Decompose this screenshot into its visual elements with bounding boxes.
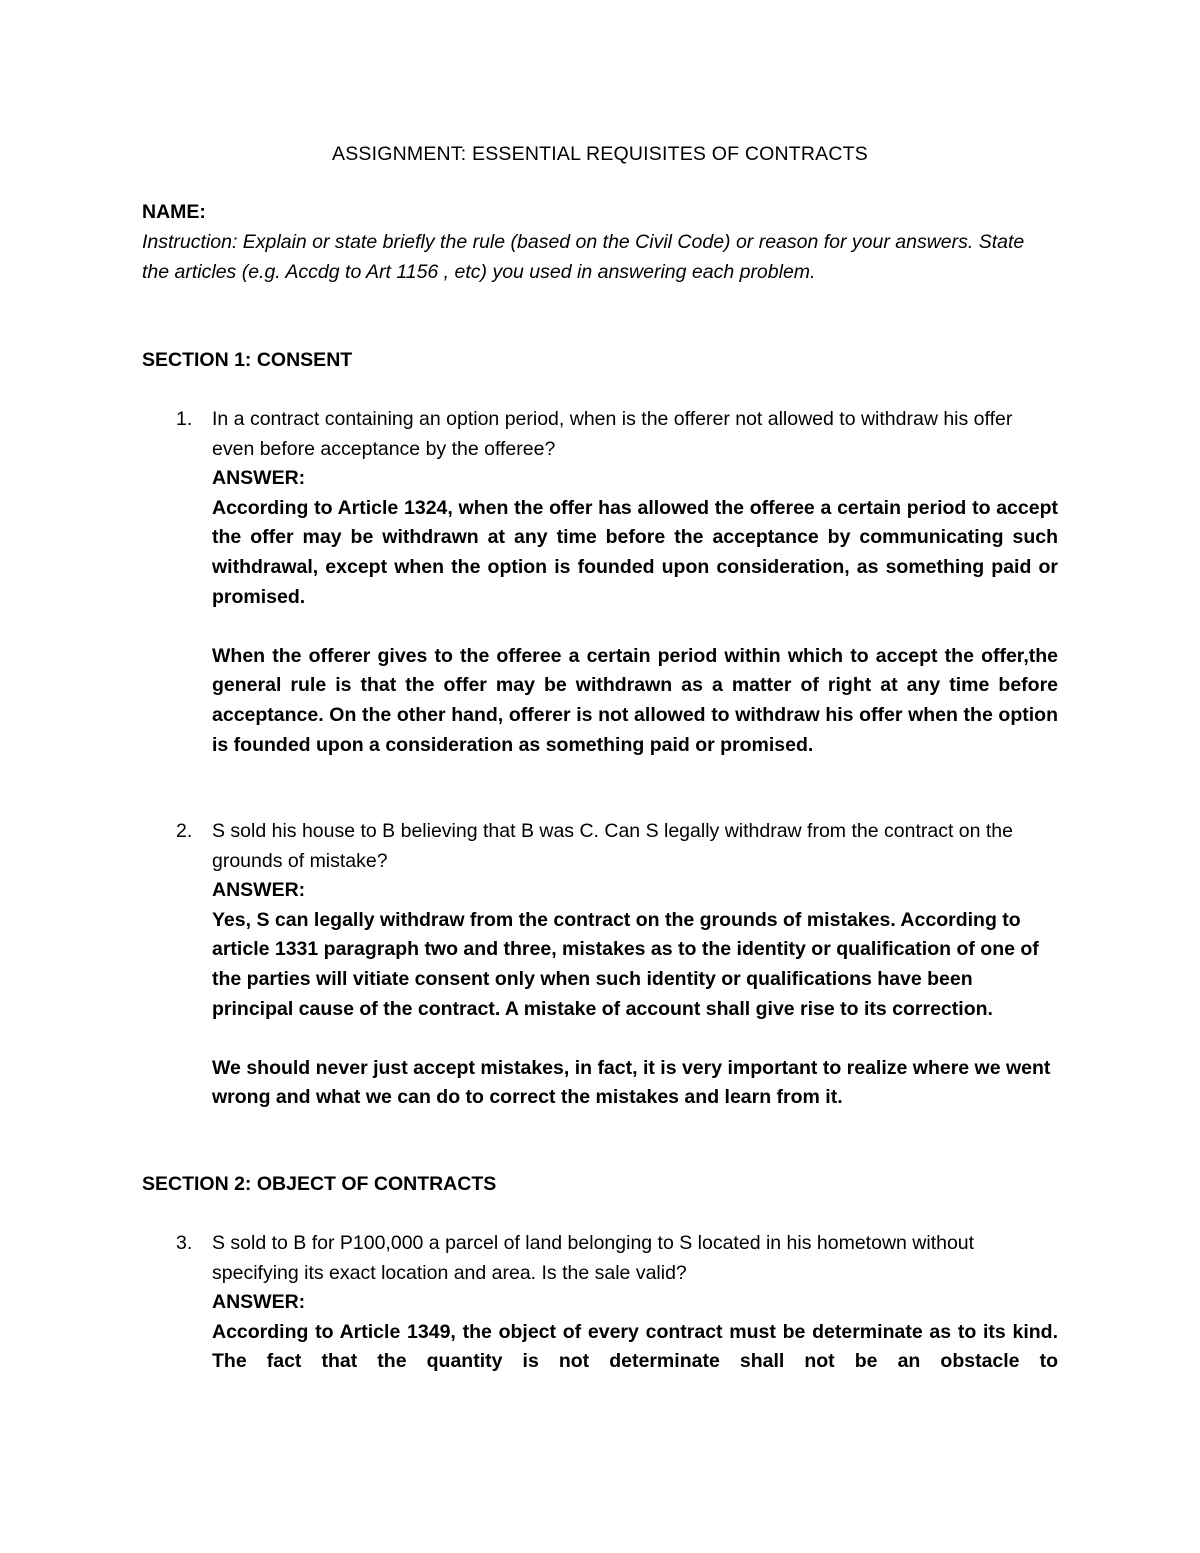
question-body [212,405,1058,760]
answer-paragraph-2: We should never just accept mistakes, in fact, it is very important to realize where we went wrong and what we can do to correct the mistakes and learn from it. [212,1056,1051,1109]
answer-paragraph-2: When the offerer gives to the offeree a certain period within which to accept the offer,the general rule is that the offer may be withdrawn as a matter of right at any time before acceptance. On the other hand, offerer is not allowed to withdraw his offer when the option is founded upon a consideration as something paid or promised. [212,644,1058,756]
question-text: S sold to B for P100,000 a parcel of land belonging to S located in his hometown without specifying its exact location and area. Is the sale valid? [212,1232,975,1284]
question-body [212,1229,1058,1377]
question-number: 3. [176,1232,193,1254]
answer-label: ANSWER: [212,1291,306,1314]
name-label: NAME: [142,201,206,223]
instruction-text [142,228,1042,287]
answer-paragraph-1: Yes, S can legally withdraw from the contract on the grounds of mistakes. According to article 1331 paragraph two and three, mistakes as to the identity or qualification of one of the parties will vitiate consent only when such identity or qualifications have been principal cause of the contract. A mistake of account shall give rise to its correction. [212,908,1039,1020]
answer-label: ANSWER: [212,879,306,902]
assignment-title: ASSIGNMENT: ESSENTIAL REQUISITES OF CONTRACTS [332,143,868,165]
answer-paragraph-1: According to Article 1324, when the offer has allowed the offeree a certain period to accept the offer may be withdrawn at any time before the acceptance by communicating such withdrawal, except when the option is founded upon consideration, as something paid or promised. [212,496,1058,608]
question-number: 2. [176,820,193,842]
answer-label: ANSWER: [212,467,306,490]
section-1-heading: SECTION 1: CONSENT [142,349,353,371]
section-2-heading: SECTION 2: OBJECT OF CONTRACTS [142,1173,497,1195]
question-body [212,817,1058,1113]
question-number: 1. [176,408,193,430]
instruction-paragraph: Instruction: Explain or state briefly the rule (based on the Civil Code) or reason for your answers. State the articles (e.g. Accdg to Art 1156 , etc) you used in answering each problem. [142,231,1025,283]
answer-paragraph-1: According to Article 1349, the object of every contract must be determinate as to its kind. The fact that the quantity is not determinate shall not be an obstacle to [212,1320,1058,1373]
question-text: In a contract containing an option period, when is the offerer not allowed to withdraw his offer even before acceptance by the offeree? [212,408,1013,460]
question-text: S sold his house to B believing that B was C. Can S legally withdraw from the contract on the grounds of mistake? [212,820,1013,872]
